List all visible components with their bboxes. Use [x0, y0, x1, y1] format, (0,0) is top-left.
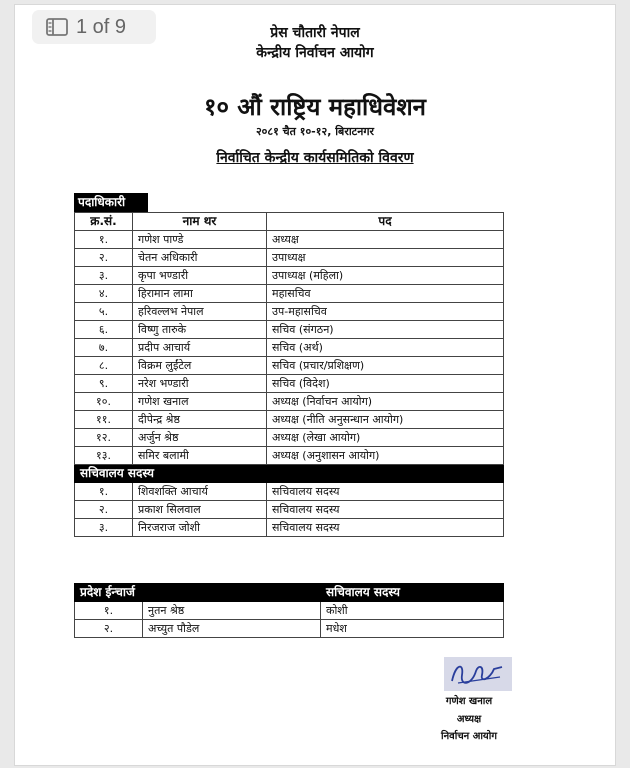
column-header-serial: क्र.सं. — [75, 213, 133, 231]
serial-cell: १२. — [75, 429, 133, 447]
official-row — [75, 267, 504, 285]
serial-cell: ४. — [75, 285, 133, 303]
official-row — [75, 393, 504, 411]
serial-cell: ७. — [75, 339, 133, 357]
name-cell: कृपा भण्डारी — [133, 267, 267, 285]
serial-cell: ११. — [75, 411, 133, 429]
officials-table — [74, 212, 504, 537]
secretariat-section-row — [75, 465, 504, 483]
province-row — [75, 602, 504, 620]
name-cell: नरेश भण्डारी — [133, 375, 267, 393]
signatory-role: अध्यक्ष — [456, 714, 482, 725]
signatory-name: गणेश खनाल — [445, 696, 493, 707]
signatory-body: निर्वाचन आयोग — [441, 731, 497, 742]
name-cell: हरिवल्लभ नेपाल — [133, 303, 267, 321]
post-cell: अध्यक्ष (नीति अनुसन्धान आयोग) — [267, 411, 504, 429]
name-cell: प्रदीप आचार्य — [133, 339, 267, 357]
post-cell: सचिवालय सदस्य — [267, 483, 504, 501]
page-indicator-text: 1 of 9 — [76, 15, 127, 38]
officials-section-label: पदाधिकारी — [74, 193, 148, 212]
post-cell: सचिव (अर्थ) — [267, 339, 504, 357]
name-cell: निरजराज जोशी — [133, 519, 267, 537]
table-header-row — [75, 213, 504, 231]
serial-cell: १. — [75, 602, 143, 620]
province-row — [75, 620, 504, 638]
post-cell: अध्यक्ष (अनुशासन आयोग) — [267, 447, 504, 465]
post-cell: सचिव (विदेश) — [267, 375, 504, 393]
serial-cell: १. — [75, 483, 133, 501]
secretariat-row — [75, 501, 504, 519]
post-cell: अध्यक्ष — [267, 231, 504, 249]
official-row — [75, 249, 504, 267]
serial-cell: ५. — [75, 303, 133, 321]
post-cell: सचिवालय सदस्य — [267, 501, 504, 519]
official-row — [75, 429, 504, 447]
org-name: प्रेस चौतारी नेपाल — [270, 25, 360, 41]
province-cell: मधेश — [321, 620, 504, 638]
secretariat-section-label: सचिवालय सदस्य — [75, 465, 504, 483]
post-cell: उप-महासचिव — [267, 303, 504, 321]
provinces-table — [74, 583, 504, 638]
post-cell: अध्यक्ष (लेखा आयोग) — [267, 429, 504, 447]
official-row — [75, 357, 504, 375]
serial-cell: २. — [75, 249, 133, 267]
post-cell: महासचिव — [267, 285, 504, 303]
serial-cell: १३. — [75, 447, 133, 465]
official-row — [75, 339, 504, 357]
serial-cell: ९. — [75, 375, 133, 393]
secretariat-row — [75, 519, 504, 537]
name-cell: विष्णु तारुके — [133, 321, 267, 339]
serial-cell: ८. — [75, 357, 133, 375]
post-cell: सचिवालय सदस्य — [267, 519, 504, 537]
official-row — [75, 321, 504, 339]
name-cell: गणेश पाण्डे — [133, 231, 267, 249]
serial-cell: ६. — [75, 321, 133, 339]
column-header-name: नाम थर — [133, 213, 267, 231]
name-cell: प्रकाश सिलवाल — [133, 501, 267, 519]
official-row — [75, 303, 504, 321]
incharge-name-cell: अच्युत पौडेल — [143, 620, 321, 638]
serial-cell: २. — [75, 620, 143, 638]
name-cell: हिरामान लामा — [133, 285, 267, 303]
province-cell: कोशी — [321, 602, 504, 620]
name-cell: गणेश खनाल — [133, 393, 267, 411]
commission-name: केन्द्रीय निर्वाचन आयोग — [256, 45, 374, 61]
name-cell: शिवशक्ति आचार्य — [133, 483, 267, 501]
provinces-header-row — [75, 584, 504, 602]
post-cell: सचिव (संगठन) — [267, 321, 504, 339]
column-header-post: पद — [267, 213, 504, 231]
column-header-province-incharge: प्रदेश ईन्चार्ज — [75, 584, 321, 602]
name-cell: चेतन अधिकारी — [133, 249, 267, 267]
serial-cell: ३. — [75, 519, 133, 537]
post-cell: अध्यक्ष (निर्वाचन आयोग) — [267, 393, 504, 411]
official-row — [75, 411, 504, 429]
name-cell: दीपेन्द्र श्रेष्ठ — [133, 411, 267, 429]
serial-cell: ३. — [75, 267, 133, 285]
official-row — [75, 375, 504, 393]
post-cell: उपाध्यक्ष (महिला) — [267, 267, 504, 285]
section-heading: निर्वाचित केन्द्रीय कार्यसमितिको विवरण — [216, 150, 414, 166]
document-title: १० औं राष्ट्रिय महाधिवेशन — [203, 93, 426, 121]
column-header-secretariat-member: सचिवालय सदस्य — [321, 584, 504, 602]
serial-cell: १. — [75, 231, 133, 249]
name-cell: अर्जुन श्रेष्ठ — [133, 429, 267, 447]
official-row — [75, 447, 504, 465]
official-row — [75, 231, 504, 249]
incharge-name-cell: नुतन श्रेष्ठ — [143, 602, 321, 620]
post-cell: उपाध्यक्ष — [267, 249, 504, 267]
document-subtitle: २०८१ चैत १०-१२, बिराटनगर — [255, 125, 375, 138]
post-cell: सचिव (प्रचार/प्रशिक्षण) — [267, 357, 504, 375]
secretariat-row — [75, 483, 504, 501]
name-cell: समिर बलामी — [133, 447, 267, 465]
serial-cell: २. — [75, 501, 133, 519]
signature-stamp — [444, 657, 512, 691]
name-cell: विक्रम लुईंटेल — [133, 357, 267, 375]
official-row — [75, 285, 504, 303]
serial-cell: १०. — [75, 393, 133, 411]
